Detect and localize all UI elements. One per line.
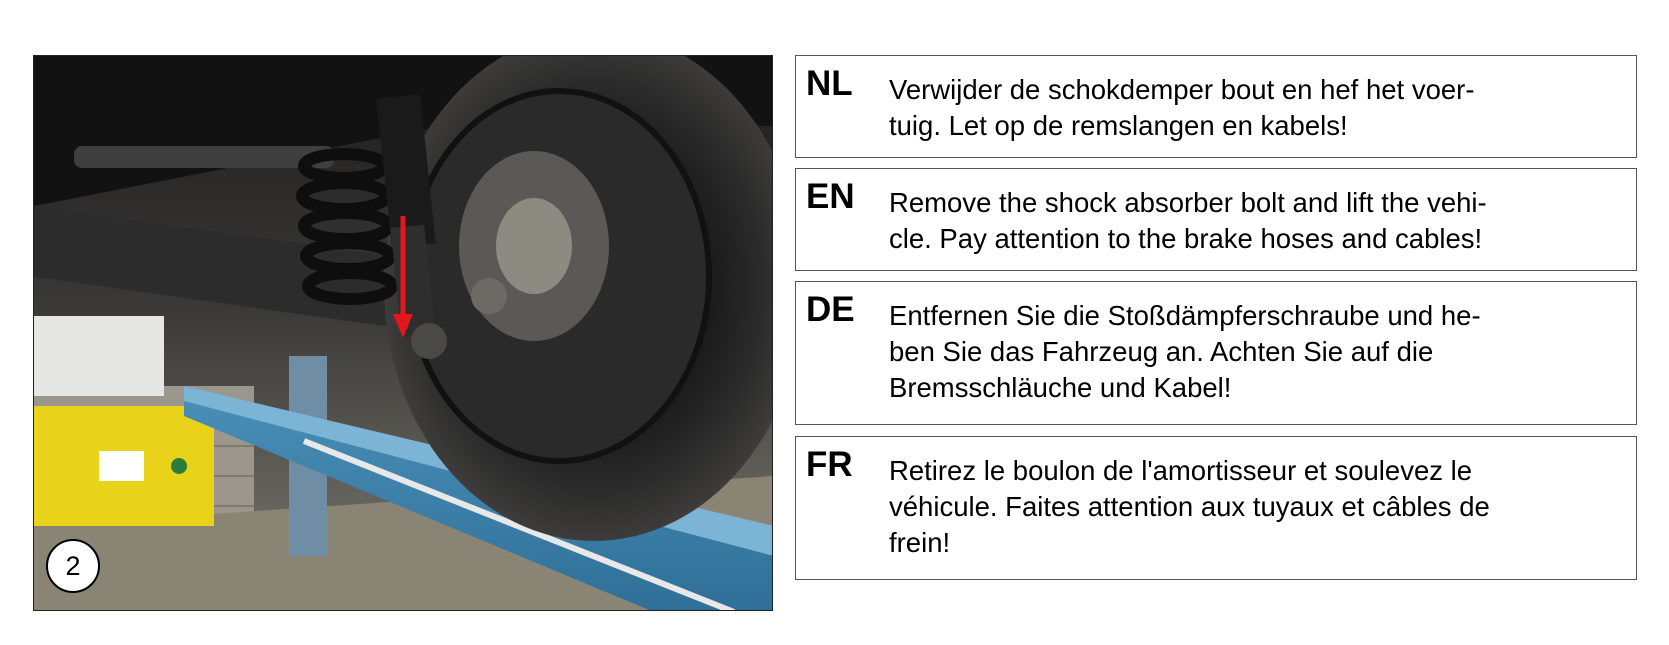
text-line: frein! (889, 527, 951, 558)
instruction-box-de (795, 281, 1637, 425)
text-line: Bremsschläuche und Kabel! (889, 372, 1232, 403)
instruction-box-en (795, 168, 1637, 271)
language-code-fr: FR (806, 445, 853, 484)
text-line: véhicule. Faites attention aux tuyaux et câbles de (889, 491, 1490, 522)
instruction-box-fr (795, 436, 1637, 580)
step-number-badge: 2 (46, 539, 100, 593)
instruction-text-en (889, 185, 1624, 257)
language-code-de: DE (806, 290, 855, 329)
text-line: Verwijder de schokdemper bout en hef het voer- (889, 74, 1475, 105)
language-code-en: EN (806, 177, 855, 216)
instruction-text-nl (889, 72, 1624, 144)
suspension-photo-illustration (34, 56, 773, 611)
text-line: ben Sie das Fahrzeug an. Achten Sie auf die (889, 336, 1434, 367)
language-code-nl: NL (806, 64, 853, 103)
instruction-text-fr (889, 453, 1624, 561)
instruction-box-nl (795, 55, 1637, 158)
text-line: Remove the shock absorber bolt and lift the vehi- (889, 187, 1487, 218)
text-line: Entfernen Sie die Stoßdämpferschraube und he- (889, 300, 1481, 331)
step-photo (33, 55, 773, 611)
text-line: cle. Pay attention to the brake hoses and cables! (889, 223, 1483, 254)
text-line: Retirez le boulon de l'amortisseur et soulevez le (889, 455, 1473, 486)
text-line: tuig. Let op de remslangen en kabels! (889, 110, 1348, 141)
instruction-text-de (889, 298, 1624, 406)
